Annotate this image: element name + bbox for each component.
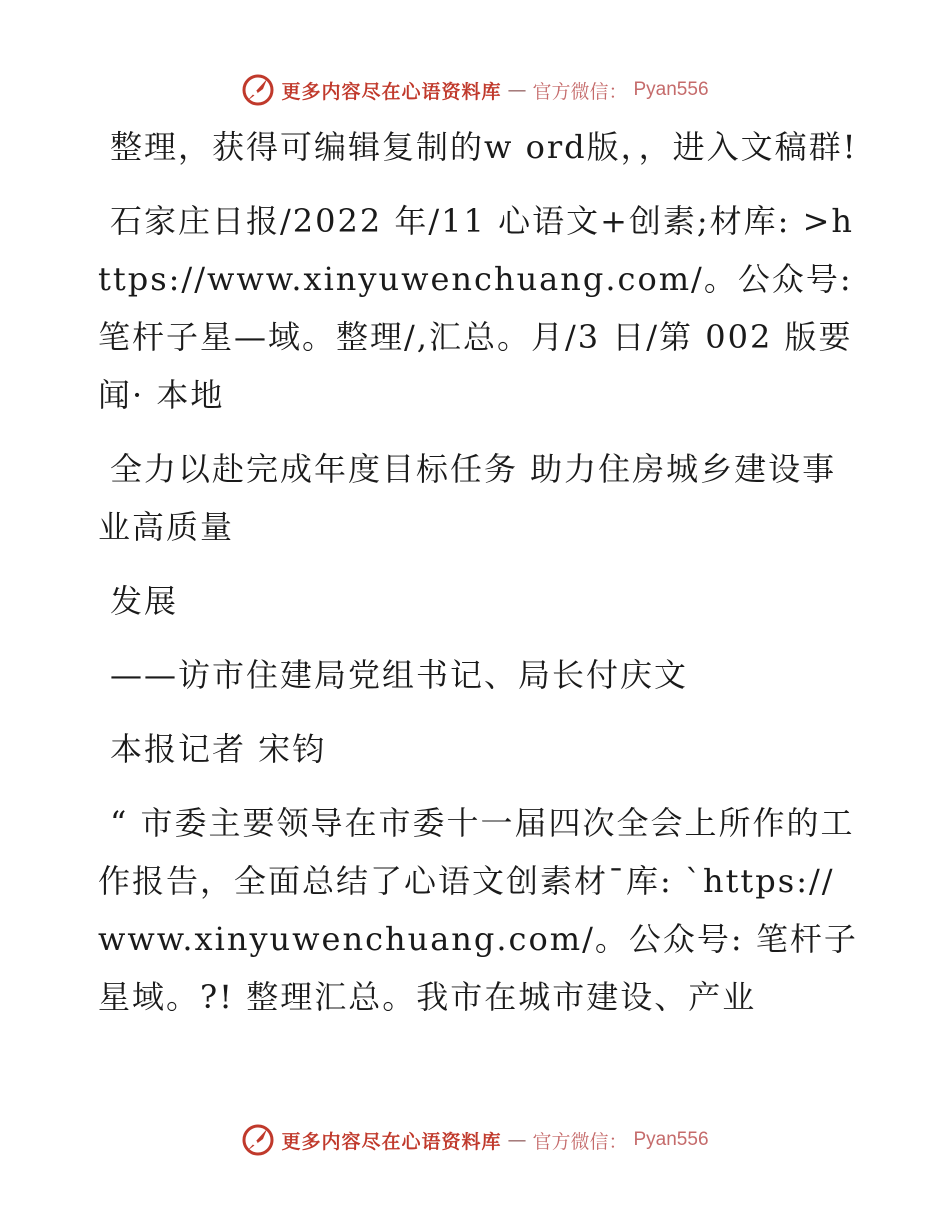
header-banner — [0, 70, 950, 110]
source-paragraph: 石家庄日报/2022 年/11 心语文+创素;材库: >https://www.xinyuwenchuang.com/。公众号: 笔杆子星—域。整理/,汇总。月/3 日/第 002 版要闻· 本地 — [98, 202, 855, 414]
header-dash: — — [507, 79, 527, 101]
article-title-continued: 发展 — [110, 582, 179, 620]
article-subtitle: ——访市住建局党组书记、局长付庆文 — [110, 656, 689, 694]
footer-slogan: 更多内容尽在心语资料库 — [281, 1130, 502, 1153]
header-wechat-label: 官方微信： — [532, 80, 628, 103]
header-wechat-handle: Pyan556 — [633, 79, 709, 100]
byline: 本报记者 宋钧 — [110, 730, 327, 768]
footer-wechat-handle: Pyan556 — [633, 1129, 709, 1150]
body-paragraph: “ 市委主要领导在市委十一届四次全会上所作的工作报告，全面总结了心语文创素材¯库: `https://www.xinyuwenchuang.com/。公众号: 笔杆子星域。?! 整理汇总。我市在城市建设、产业 — [98, 804, 858, 1016]
footer-banner — [0, 1120, 950, 1160]
article-title: 全力以赴完成年度目标任务 助力住房城乡建设事业高质量 — [98, 450, 837, 546]
document-body — [98, 118, 858, 1042]
header-slogan: 更多内容尽在心语资料库 — [281, 80, 502, 103]
quill-logo-icon — [241, 1123, 275, 1157]
footer-wechat-label: 官方微信： — [532, 1130, 628, 1153]
intro-paragraph: 整理，获得可编辑复制的w ord版，，进入文稿群! — [110, 128, 858, 166]
footer-dash: — — [507, 1129, 527, 1151]
quill-logo-icon — [241, 73, 275, 107]
